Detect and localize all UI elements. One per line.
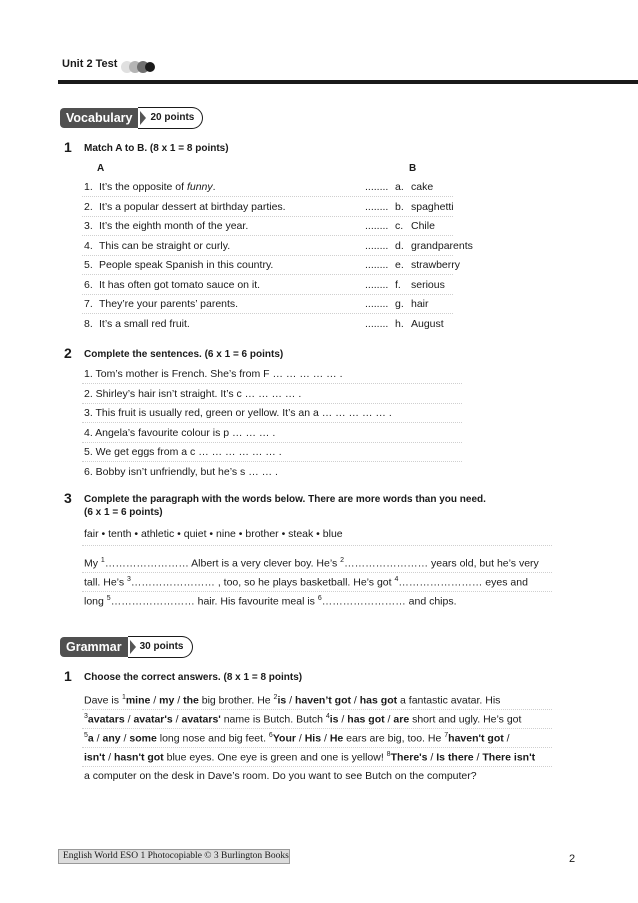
paragraph-text: big brother. He xyxy=(198,694,274,707)
answer-blank[interactable]: ........ xyxy=(365,239,389,252)
row-divider xyxy=(82,766,552,767)
page-number: 2 xyxy=(569,853,576,865)
match-row xyxy=(84,298,238,310)
question-index: 1 xyxy=(121,694,126,701)
question-index: 5 xyxy=(84,732,88,739)
blank[interactable]: …………………… xyxy=(344,557,429,570)
grammar-section-header xyxy=(60,636,193,658)
answer-blank[interactable]: ........ xyxy=(365,259,389,271)
section-points: 30 points xyxy=(139,641,184,652)
answer-option[interactable]: some xyxy=(129,732,157,745)
answer-blank[interactable]: ........ xyxy=(365,220,389,232)
word-bank: fair • tenth • athletic • quiet • nine • brother • steak • blue xyxy=(84,528,343,540)
paragraph-text: / xyxy=(120,732,130,745)
option-letter: g. xyxy=(395,298,404,310)
blank[interactable]: …………………… xyxy=(104,557,189,570)
answer-option[interactable]: There's xyxy=(390,751,428,764)
unit-dots-decoration xyxy=(119,59,155,75)
match-row xyxy=(84,318,190,330)
header-rule xyxy=(58,80,638,84)
answer-option[interactable]: His xyxy=(304,732,322,745)
item-text: It’s a popular dessert at birthday parties. xyxy=(99,200,286,213)
answer-option[interactable]: He xyxy=(329,732,344,745)
vocabulary-section-header xyxy=(60,107,203,129)
paragraph-text: short and ugly. He’s got xyxy=(409,713,522,726)
item-emphasis: funny xyxy=(186,181,213,193)
answer-option[interactable]: is xyxy=(329,713,339,726)
row-divider xyxy=(82,403,462,404)
row-divider xyxy=(82,461,462,462)
option-letter: f. xyxy=(395,278,401,291)
answer-option[interactable]: are xyxy=(393,713,410,726)
question-number: 1 xyxy=(64,668,72,684)
copyright-footer: English World ESO 1 Photocopiable © 3 Burlington Books xyxy=(58,849,290,864)
paragraph-line: long $^5$…………………… hair. His favourite meal is $^6$…………………… and chips. xyxy=(84,595,457,608)
option-text: cake xyxy=(411,181,434,193)
blank[interactable]: …………………… xyxy=(398,576,483,589)
option-text: August xyxy=(411,317,444,330)
match-row xyxy=(84,220,248,232)
answer-option[interactable]: avatars xyxy=(87,713,125,726)
match-row xyxy=(84,181,216,193)
item-text: It has often got tomato sauce on it. xyxy=(99,278,261,291)
unit-title: Unit 2 Test xyxy=(62,58,118,70)
paragraph-text: / xyxy=(124,713,134,726)
row-divider xyxy=(82,442,462,443)
paragraph-text: blue eyes. One eye is green and one is yellow! xyxy=(163,751,387,764)
match-row xyxy=(84,240,230,252)
item-number: 4. xyxy=(84,239,93,252)
paragraph-text: / xyxy=(286,694,295,707)
arrow-icon xyxy=(130,640,136,654)
item-text: It’s the opposite of xyxy=(99,181,187,193)
option-letter: d. xyxy=(395,239,404,252)
paragraph-text: ears are big, too. He xyxy=(343,732,445,745)
paragraph-line xyxy=(84,713,521,726)
answer-option[interactable]: avatar's xyxy=(133,713,173,726)
option-text: hair xyxy=(411,298,429,310)
row-divider xyxy=(82,747,552,748)
option-letter: e. xyxy=(395,259,404,271)
paragraph-text: / xyxy=(338,713,348,726)
answer-option[interactable]: isn't xyxy=(84,751,106,764)
item-punct: . xyxy=(212,181,216,193)
match-row xyxy=(84,279,260,291)
item-number: 8. xyxy=(84,317,93,330)
answer-option[interactable]: Is there xyxy=(436,751,474,764)
blank[interactable]: …………………… xyxy=(321,595,406,608)
answer-option[interactable]: has got xyxy=(359,694,398,707)
row-divider xyxy=(82,294,453,295)
item-text: People speak Spanish in this country. xyxy=(99,259,274,271)
question-instruction: Complete the sentences. (6 x 1 = 6 points) xyxy=(84,349,284,360)
answer-blank[interactable]: ........ xyxy=(365,317,389,330)
paragraph-text: / xyxy=(473,751,483,764)
paragraph-text: / xyxy=(427,751,437,764)
answer-blank[interactable]: ........ xyxy=(365,200,389,213)
answer-blank[interactable]: ........ xyxy=(365,181,389,193)
sentence-row: 3. This fruit is usually red, green or yellow. It’s an a … … … … … . xyxy=(84,407,392,419)
answer-option[interactable]: my xyxy=(159,694,175,707)
answer-option[interactable]: any xyxy=(102,732,121,745)
item-text: This can be straight or curly. xyxy=(99,239,231,252)
question-instruction: Choose the correct answers. (8 x 1 = 8 points) xyxy=(84,672,303,683)
option-letter: c. xyxy=(395,220,404,232)
paragraph-line: My $^1$…………………… Albert is a very clever boy. He’s $^2$…………………… years old, but he’s very xyxy=(84,557,539,570)
sentence-row: 1. Tom’s mother is French. She’s from F … … … … … . xyxy=(84,368,343,380)
column-b-heading: B xyxy=(409,163,417,174)
arrow-icon xyxy=(140,111,146,125)
sentence-row: 2. Shirley’s hair isn’t straight. It’s c … … … … . xyxy=(84,387,302,400)
question-index: 2 xyxy=(273,694,278,701)
question-number: 2 xyxy=(64,345,72,361)
paragraph-text: a fantastic avatar. His xyxy=(397,694,501,707)
paragraph-text: / xyxy=(150,694,160,707)
match-row xyxy=(84,201,286,213)
column-a-heading: A xyxy=(97,163,105,174)
paragraph-text: / xyxy=(503,732,510,745)
answer-option[interactable]: haven’t got xyxy=(294,694,351,707)
answer-option[interactable]: has got xyxy=(347,713,385,726)
section-name: Grammar xyxy=(60,637,128,657)
question-index: 4 xyxy=(325,713,330,720)
item-number: 3. xyxy=(84,220,93,232)
blank[interactable]: …………………… xyxy=(130,576,215,589)
answer-option[interactable]: a xyxy=(87,732,94,745)
sentence-row: 4. Angela’s favourite colour is p … … … . xyxy=(84,426,276,439)
blank[interactable]: …………………… xyxy=(110,595,195,608)
paragraph-text: / xyxy=(105,751,114,764)
option-text: strawberry xyxy=(411,259,461,271)
row-divider xyxy=(82,216,453,217)
section-points: 20 points xyxy=(150,112,195,123)
question-number: 1 xyxy=(64,139,72,155)
answer-blank[interactable]: ........ xyxy=(365,278,389,291)
paragraph-text: long nose and big feet. xyxy=(156,732,269,745)
row-divider xyxy=(82,383,462,384)
paragraph-line xyxy=(84,732,510,745)
item-text: They’re your parents’ parents. xyxy=(99,298,239,310)
paragraph-text: name is Butch. Butch xyxy=(220,713,326,726)
item-number: 6. xyxy=(84,278,93,291)
item-number: 2. xyxy=(84,200,93,213)
paragraph-text: / xyxy=(384,713,394,726)
option-text: spaghetti xyxy=(411,200,454,213)
option-letter: h. xyxy=(395,317,404,330)
item-number: 5. xyxy=(84,259,93,271)
option-letter: b. xyxy=(395,200,404,213)
answer-option[interactable]: Your xyxy=(272,732,296,745)
paragraph-line xyxy=(84,751,535,764)
option-text: Chile xyxy=(411,220,435,232)
row-divider xyxy=(82,235,453,236)
question-instruction: Complete the paragraph with the words below. There are more words than you need. xyxy=(84,494,486,505)
row-divider xyxy=(82,274,453,275)
paragraph-line: tall. He’s $^3$…………………… , too, so he plays basketball. He’s got $^4$…………………… eyes and xyxy=(84,576,528,589)
question-number: 3 xyxy=(64,490,72,506)
paragraph-text: Dave is xyxy=(84,694,122,707)
answer-option[interactable]: avatars' xyxy=(181,713,221,726)
answer-option[interactable]: hasn't got xyxy=(113,751,164,764)
match-row xyxy=(84,259,273,271)
item-number: 7. xyxy=(84,298,93,310)
item-text: It’s a small red fruit. xyxy=(99,317,190,330)
question-index: 3 xyxy=(84,713,88,720)
item-text: It’s the eighth month of the year. xyxy=(99,220,249,232)
section-name: Vocabulary xyxy=(60,108,138,128)
row-divider xyxy=(82,709,552,710)
question-index: 8 xyxy=(386,751,391,758)
paragraph-text: / xyxy=(93,732,103,745)
answer-option[interactable]: mine xyxy=(125,694,151,707)
row-divider xyxy=(82,313,453,314)
question-instruction: Match A to B. (8 x 1 = 8 points) xyxy=(84,143,229,154)
answer-option[interactable]: There isn't xyxy=(482,751,536,764)
answer-option[interactable]: the xyxy=(183,694,199,707)
paragraph-line xyxy=(84,694,500,707)
row-divider xyxy=(82,728,552,729)
option-text: grandparents xyxy=(411,239,473,252)
paragraph-line: a computer on the desk in Dave’s room. Do you want to see Butch on the computer? xyxy=(84,770,477,782)
paragraph-text: / xyxy=(351,694,360,707)
row-divider xyxy=(82,196,453,197)
question-index: 6 xyxy=(268,732,273,739)
item-number: 1. xyxy=(84,181,93,193)
paragraph-text: / xyxy=(321,732,330,745)
paragraph-text: / xyxy=(172,713,182,726)
row-divider xyxy=(82,255,453,256)
option-letter: a. xyxy=(395,181,404,193)
answer-blank[interactable]: ........ xyxy=(365,298,389,310)
question-index: 7 xyxy=(444,732,449,739)
sentence-row: 6. Bobby isn’t unfriendly, but he’s s … … . xyxy=(84,465,278,478)
question-instruction-points: (6 x 1 = 6 points) xyxy=(84,507,163,518)
option-text: serious xyxy=(411,278,445,291)
answer-option[interactable]: is xyxy=(277,694,287,707)
answer-option[interactable]: haven't got xyxy=(448,732,504,745)
sentence-row: 5. We get eggs from a c … … … … … … . xyxy=(84,446,282,458)
paragraph-text: / xyxy=(174,694,184,707)
paragraph-text: / xyxy=(295,732,305,745)
row-divider xyxy=(82,422,462,423)
